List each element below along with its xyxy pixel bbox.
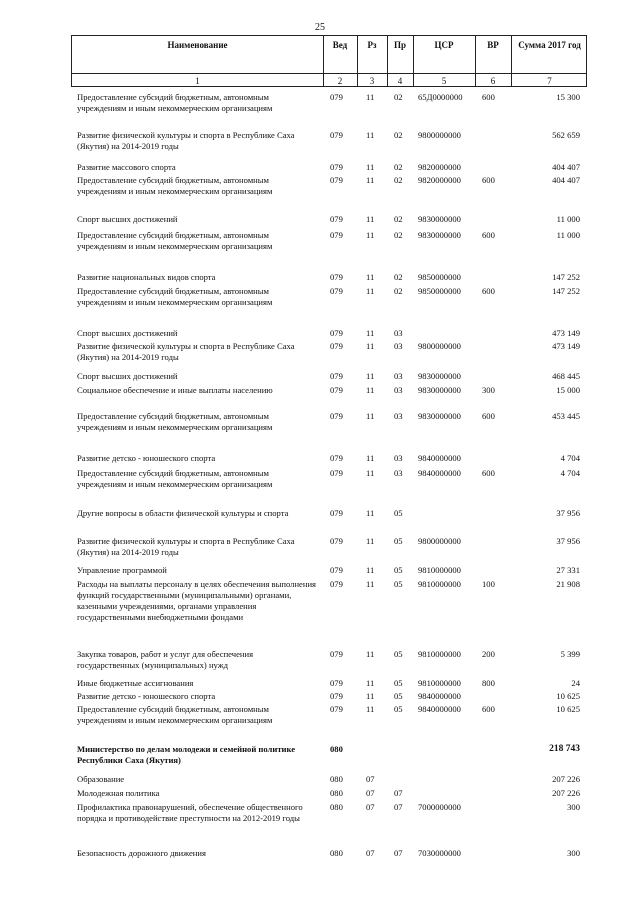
cell-vr: 100	[482, 579, 495, 589]
cell-rz: 07	[366, 788, 375, 798]
cell-name: Предоставление субсидий бюджетным, автономным учреждениям и иным некоммерческим организациям	[77, 175, 273, 196]
cell-sum: 10 625	[556, 704, 580, 714]
cell-ved: 080	[330, 802, 343, 812]
cell-sum: 5 399	[560, 649, 580, 659]
cell-pr: 05	[394, 691, 403, 701]
cell-pr: 05	[394, 649, 403, 659]
cell-sum: 4 704	[560, 453, 580, 463]
cell-pr: 02	[394, 230, 403, 240]
cell-ved: 080	[330, 774, 343, 784]
cell-pr: 05	[394, 508, 403, 518]
cell-sum: 218 743	[549, 744, 580, 754]
cell-rz: 11	[366, 508, 375, 518]
cell-csr: 9830000000	[418, 371, 461, 381]
cell-ved: 079	[330, 468, 343, 478]
cell-ved: 079	[330, 328, 343, 338]
cell-sum: 27 331	[556, 565, 580, 575]
table-header	[71, 35, 587, 87]
cell-name: Иные бюджетные ассигнования	[77, 678, 194, 688]
cell-vr: 600	[482, 92, 495, 102]
cell-rz: 11	[366, 704, 375, 714]
cell-csr: 9810000000	[418, 565, 461, 575]
header-pr: Пр	[393, 40, 406, 50]
cell-sum: 11 000	[556, 214, 580, 224]
cell-vr: 800	[482, 678, 495, 688]
cell-pr: 02	[394, 130, 403, 140]
cell-pr: 05	[394, 704, 403, 714]
cell-name: Управление программой	[77, 565, 167, 575]
cell-rz: 11	[366, 453, 375, 463]
cell-rz: 11	[366, 691, 375, 701]
cell-name: Развитие физической культуры и спорта в Республике Саха (Якутия) на 2014-2019 годы	[77, 130, 295, 151]
header-sum: Сумма 2017 год	[518, 40, 581, 50]
cell-pr: 02	[394, 175, 403, 185]
cell-pr: 02	[394, 92, 403, 102]
header-col-number: 7	[547, 76, 552, 86]
cell-pr: 05	[394, 565, 403, 575]
cell-rz: 11	[366, 579, 375, 589]
cell-csr: 9820000000	[418, 162, 461, 172]
cell-name: Молодежная политика	[77, 788, 160, 798]
cell-sum: 147 252	[552, 286, 580, 296]
cell-ved: 079	[330, 385, 343, 395]
cell-rz: 11	[366, 328, 375, 338]
cell-ved: 079	[330, 286, 343, 296]
cell-sum: 207 226	[552, 788, 580, 798]
cell-pr: 03	[394, 453, 403, 463]
cell-sum: 37 956	[556, 536, 580, 546]
cell-ved: 080	[330, 744, 343, 754]
cell-name: Развитие детско - юношеского спорта	[77, 453, 216, 463]
cell-sum: 10 625	[556, 691, 580, 701]
cell-rz: 07	[366, 802, 375, 812]
header-col-number: 1	[195, 76, 200, 86]
cell-ved: 079	[330, 411, 343, 421]
cell-rz: 11	[366, 286, 375, 296]
cell-pr: 02	[394, 162, 403, 172]
cell-pr: 03	[394, 341, 403, 351]
cell-sum: 404 407	[552, 175, 580, 185]
header-name: Наименование	[167, 40, 228, 50]
cell-rz: 11	[366, 230, 375, 240]
cell-rz: 07	[366, 774, 375, 784]
cell-name: Развитие национальных видов спорта	[77, 272, 216, 282]
cell-pr: 03	[394, 411, 403, 421]
cell-csr: 9840000000	[418, 704, 461, 714]
cell-csr: 65Д0000000	[418, 92, 463, 102]
header-col-number: 4	[397, 76, 403, 86]
cell-ved: 079	[330, 341, 343, 351]
cell-name: Предоставление субсидий бюджетным, автономным учреждениям и иным некоммерческим организациям	[77, 468, 273, 489]
cell-name: Развитие массового спорта	[77, 162, 176, 172]
cell-csr: 9800000000	[418, 341, 461, 351]
cell-sum: 453 445	[552, 411, 580, 421]
header-ved: Вед	[332, 40, 348, 50]
cell-csr: 9830000000	[418, 411, 461, 421]
cell-sum: 37 956	[556, 508, 580, 518]
cell-sum: 4 704	[560, 468, 580, 478]
cell-name: Развитие детско - юношеского спорта	[77, 691, 216, 701]
header-vr: ВР	[487, 40, 499, 50]
cell-csr: 7000000000	[418, 802, 461, 812]
cell-vr: 600	[482, 411, 495, 421]
cell-ved: 080	[330, 848, 343, 858]
cell-name: Закупка товаров, работ и услуг для обеспечения государственных (муниципальных) нужд	[77, 649, 254, 670]
cell-vr: 200	[482, 649, 495, 659]
cell-csr: 9840000000	[418, 468, 461, 478]
cell-name: Спорт высших достижений	[77, 371, 178, 381]
cell-rz: 07	[366, 848, 375, 858]
cell-rz: 11	[366, 371, 375, 381]
cell-ved: 079	[330, 162, 343, 172]
cell-pr: 05	[394, 579, 403, 589]
cell-vr: 600	[482, 468, 495, 478]
cell-csr: 9830000000	[418, 385, 461, 395]
cell-csr: 9810000000	[418, 649, 461, 659]
header-col-number: 5	[441, 76, 447, 86]
cell-name: Спорт высших достижений	[77, 328, 178, 338]
cell-pr: 07	[394, 848, 403, 858]
cell-rz: 11	[366, 468, 375, 478]
cell-sum: 562 659	[552, 130, 580, 140]
cell-sum: 15 000	[556, 385, 580, 395]
cell-csr: 9810000000	[418, 678, 461, 688]
cell-ved: 079	[330, 536, 343, 546]
cell-ved: 080	[330, 788, 343, 798]
cell-csr: 7030000000	[418, 848, 461, 858]
cell-pr: 03	[394, 468, 403, 478]
cell-name: Предоставление субсидий бюджетным, автономным учреждениям и иным некоммерческим организациям	[77, 704, 273, 725]
cell-ved: 079	[330, 230, 343, 240]
cell-rz: 11	[366, 649, 375, 659]
cell-ved: 079	[330, 453, 343, 463]
cell-rz: 11	[366, 411, 375, 421]
cell-ved: 079	[330, 272, 343, 282]
cell-sum: 404 407	[552, 162, 580, 172]
cell-rz: 11	[366, 678, 375, 688]
page-number: 25	[315, 22, 325, 33]
cell-vr: 600	[482, 175, 495, 185]
cell-name: Спорт высших достижений	[77, 214, 178, 224]
cell-ved: 079	[330, 175, 343, 185]
cell-ved: 079	[330, 508, 343, 518]
cell-csr: 9800000000	[418, 130, 461, 140]
cell-name: Предоставление субсидий бюджетным, автономным учреждениям и иным некоммерческим организациям	[77, 286, 273, 307]
cell-csr: 9850000000	[418, 286, 461, 296]
cell-vr: 600	[482, 704, 495, 714]
cell-csr: 9810000000	[418, 579, 461, 589]
cell-pr: 07	[394, 788, 403, 798]
cell-vr: 600	[482, 286, 495, 296]
cell-name: Предоставление субсидий бюджетным, автономным учреждениям и иным некоммерческим организациям	[77, 92, 273, 113]
cell-csr: 9820000000	[418, 175, 461, 185]
cell-name: Другие вопросы в области физической культуры и спорта	[77, 508, 289, 518]
cell-csr: 9840000000	[418, 691, 461, 701]
cell-name: Развитие физической культуры и спорта в Республике Саха (Якутия) на 2014-2019 годы	[77, 536, 295, 557]
cell-pr: 05	[394, 678, 403, 688]
cell-ved: 079	[330, 565, 343, 575]
header-col-number: 6	[490, 76, 496, 86]
cell-sum: 24	[571, 678, 580, 688]
cell-ved: 079	[330, 214, 343, 224]
cell-rz: 11	[366, 130, 375, 140]
cell-vr: 600	[482, 230, 495, 240]
cell-pr: 02	[394, 286, 403, 296]
cell-sum: 468 445	[552, 371, 580, 381]
cell-sum: 300	[567, 802, 580, 812]
header-col-number: 3	[369, 76, 375, 86]
cell-name: Профилактика правонарушений, обеспечение общественного порядка и противодействие преступности на 2012-2019 годы	[77, 802, 303, 823]
cell-sum: 473 149	[552, 328, 580, 338]
cell-ved: 079	[330, 579, 343, 589]
cell-ved: 079	[330, 92, 343, 102]
cell-sum: 300	[567, 848, 580, 858]
cell-rz: 11	[366, 162, 375, 172]
cell-name: Расходы на выплаты персоналу в целях обеспечения выполнения функций государственными (муниципальными) органами, казенными учреждениями, органами управления государственными внебюджетными фондами	[77, 579, 317, 622]
cell-pr: 05	[394, 536, 403, 546]
cell-name: Развитие физической культуры и спорта в Республике Саха (Якутия) на 2014-2019 годы	[77, 341, 295, 362]
cell-pr: 03	[394, 371, 403, 381]
cell-rz: 11	[366, 565, 375, 575]
cell-pr: 03	[394, 328, 403, 338]
cell-ved: 079	[330, 704, 343, 714]
cell-rz: 11	[366, 214, 375, 224]
cell-rz: 11	[366, 536, 375, 546]
cell-sum: 473 149	[552, 341, 580, 351]
cell-rz: 11	[366, 385, 375, 395]
cell-pr: 02	[394, 214, 403, 224]
cell-name: Предоставление субсидий бюджетным, автономным учреждениям и иным некоммерческим организациям	[77, 230, 273, 251]
cell-csr: 9840000000	[418, 453, 461, 463]
cell-sum: 21 908	[556, 579, 580, 589]
cell-name: Безопасность дорожного движения	[77, 848, 206, 858]
cell-sum: 11 000	[556, 230, 580, 240]
cell-ved: 079	[330, 130, 343, 140]
cell-csr: 9830000000	[418, 214, 461, 224]
cell-name: Министерство по делам молодежи и семейной политике Республики Саха (Якутия)	[77, 744, 296, 765]
cell-pr: 02	[394, 272, 403, 282]
cell-name: Образование	[77, 774, 125, 784]
cell-rz: 11	[366, 272, 375, 282]
cell-ved: 079	[330, 691, 343, 701]
cell-csr: 9850000000	[418, 272, 461, 282]
cell-ved: 079	[330, 678, 343, 688]
cell-csr: 9830000000	[418, 230, 461, 240]
cell-name: Предоставление субсидий бюджетным, автономным учреждениям и иным некоммерческим организациям	[77, 411, 273, 432]
cell-name: Социальное обеспечение и иные выплаты населению	[77, 385, 273, 395]
cell-csr: 9800000000	[418, 536, 461, 546]
cell-pr: 07	[394, 802, 403, 812]
cell-sum: 207 226	[552, 774, 580, 784]
cell-ved: 079	[330, 371, 343, 381]
cell-sum: 147 252	[552, 272, 580, 282]
cell-pr: 03	[394, 385, 403, 395]
cell-ved: 079	[330, 649, 343, 659]
cell-sum: 15 300	[556, 92, 580, 102]
cell-rz: 11	[366, 92, 375, 102]
header-csr: ЦСР	[434, 40, 454, 50]
cell-rz: 11	[366, 341, 375, 351]
header-rz: Рз	[367, 40, 377, 50]
header-col-number: 2	[337, 76, 343, 86]
cell-vr: 300	[482, 385, 495, 395]
cell-rz: 11	[366, 175, 375, 185]
